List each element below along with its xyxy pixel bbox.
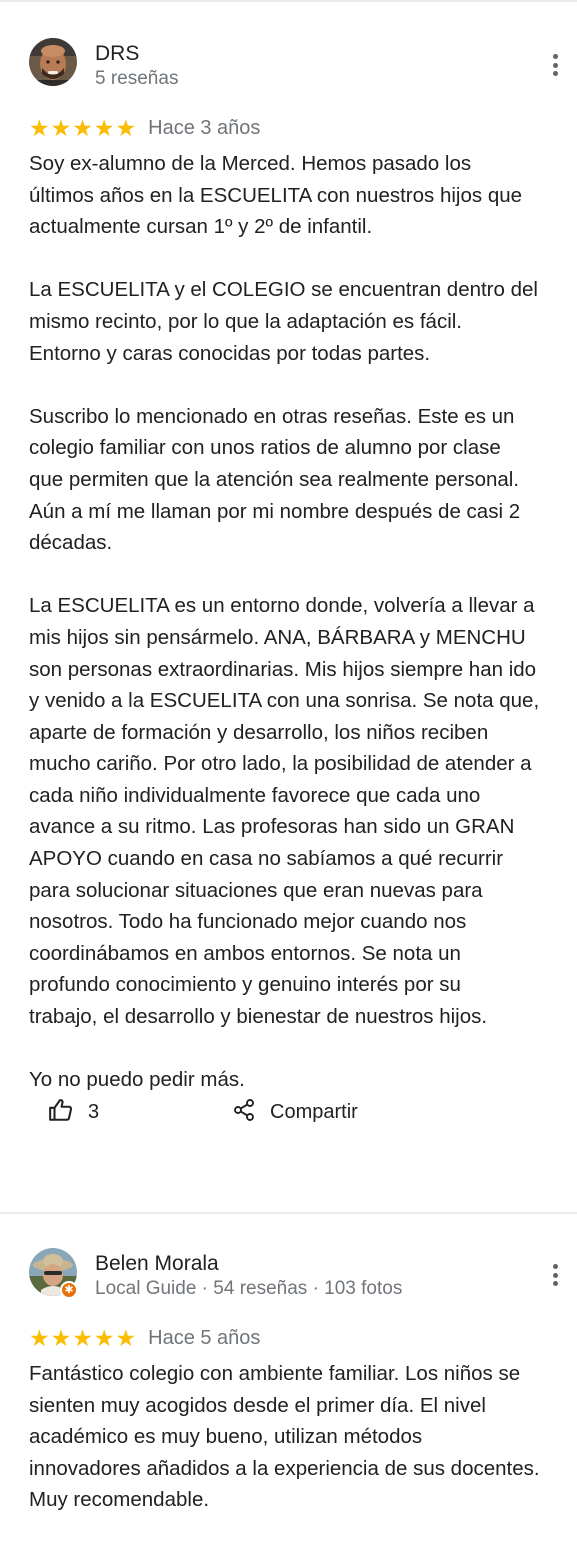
review-paragraph: Soy ex-alumno de la Merced. Hemos pasado los últimos años en la ESCUELITA con nuestros hijos que actualmente cursan 1º y 2º de infantil. xyxy=(29,152,523,239)
like-count: 3 xyxy=(88,1100,100,1123)
review-header xyxy=(0,1248,577,1304)
review-time: Hace 3 años xyxy=(148,116,261,139)
reviewer-meta: 5 reseñas xyxy=(95,68,179,89)
review-paragraph: Fantástico colegio con ambiente familiar. Los niños se sienten muy acogidos desde el primer día. El nivel académico es muy bueno, utilizan métodos innovadores añadidos a la experiencia de sus docentes. Muy recomendable. xyxy=(29,1362,540,1512)
review-actions xyxy=(0,1096,577,1128)
thumbs-up-icon xyxy=(48,1097,74,1128)
review-paragraph: Yo no puedo pedir más. xyxy=(29,1068,245,1092)
star-icon: ★ xyxy=(93,115,115,141)
review-time: Hace 5 años xyxy=(148,1326,261,1349)
star-icon: ★ xyxy=(115,115,137,141)
rating-row xyxy=(29,116,260,140)
like-button[interactable] xyxy=(48,1096,99,1128)
more-options-icon[interactable] xyxy=(544,52,566,78)
review-card xyxy=(0,38,577,1092)
review-paragraph: Suscribo lo mencionado en otras reseñas. Este es un colegio familiar con unos ratios de alumno por clase que permiten que la atención sea realmente personal. Aún a mí me llaman por mi nombre después de casi 2 décadas. xyxy=(29,404,521,555)
avatar[interactable] xyxy=(29,38,77,86)
star-icon: ★ xyxy=(72,1325,93,1351)
reviewer-name[interactable]: DRS xyxy=(95,42,140,65)
share-label: Compartir xyxy=(270,1100,358,1123)
star-icon: ★ xyxy=(50,115,72,141)
star-icon: ★ xyxy=(72,115,93,141)
star-icon: ★ xyxy=(29,1325,50,1351)
local-guide-badge-icon: ✱ xyxy=(60,1281,78,1299)
review-divider xyxy=(0,1212,577,1214)
review-paragraph: La ESCUELITA y el COLEGIO se encuentran dentro del mismo recinto, por lo que la adaptación es fácil. Entorno y caras conocidas por todas partes. xyxy=(29,278,538,365)
review-text xyxy=(29,1358,574,1516)
star-icon: ★ xyxy=(50,1325,72,1351)
share-button[interactable] xyxy=(232,1096,358,1128)
star-icon: ★ xyxy=(29,115,50,141)
rating-row xyxy=(29,1326,260,1350)
star-icon: ★ xyxy=(115,1325,137,1351)
share-icon xyxy=(232,1098,256,1127)
review-card xyxy=(0,1248,577,1512)
review-paragraph: La ESCUELITA es un entorno donde, volvería a llevar a mis hijos sin pensármelo. ANA, BÁRBARA y MENCHU son personas extraordinarias. Mis hijos siempre han ido y venido a la ESCUELITA con una sonrisa. Se nota que, aparte de formación y desarrollo, los niños reciben mucho cariño. Por otro lado, la posibilidad de atender a cada niño individualmente favorece que cada uno avance a su ritmo. Las profesoras han sido un GRAN APOYO cuando en casa no sabíamos a qué recurrir para solucionar situaciones que eran nuevas para nosotros. Todo ha funcionado mejor cuando nos coordinábamos en ambos entornos. Se nota un profundo conocimiento y genuino interés por su trabajo, el desarrollo y bienestar de nuestros hijos. xyxy=(29,594,540,1029)
star-rating xyxy=(29,1326,136,1350)
star-rating xyxy=(29,116,136,140)
review-header xyxy=(0,38,577,94)
reviewer-name[interactable]: Belen Morala xyxy=(95,1252,219,1275)
star-icon: ★ xyxy=(93,1325,115,1351)
more-options-icon[interactable] xyxy=(544,1262,566,1288)
review-text xyxy=(29,148,574,1096)
top-divider xyxy=(0,0,577,2)
reviewer-meta: Local Guide · 54 reseñas · 103 fotos xyxy=(95,1278,403,1299)
